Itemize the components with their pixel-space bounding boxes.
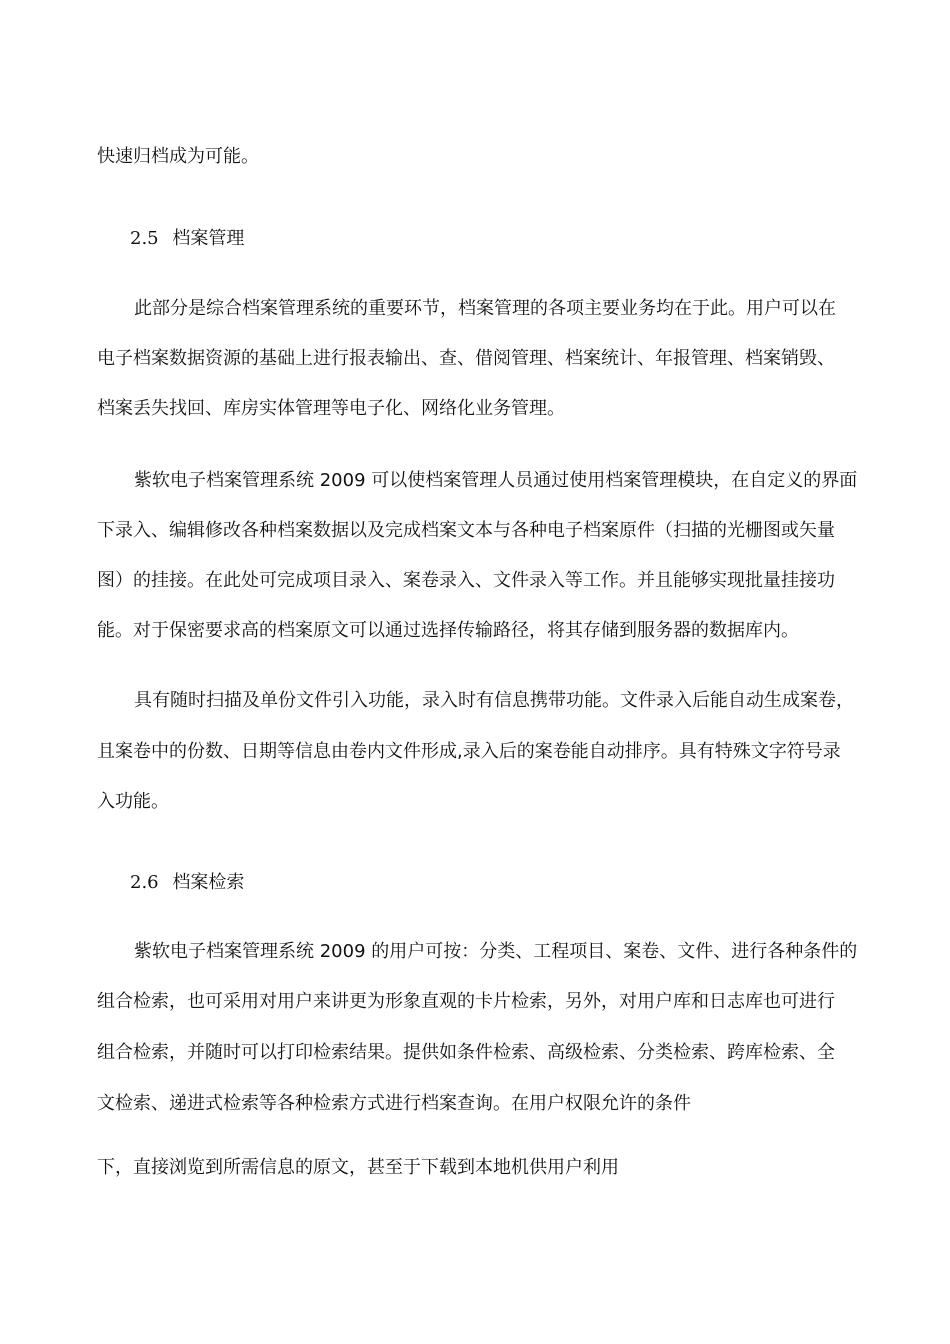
paragraph-line: 且案卷中的份数、日期等信息由卷内文件形成,录入后的案卷能自动排序。具有特殊文字符号录 (97, 741, 841, 762)
paragraph-line: 能。对于保密要求高的档案原文可以通过选择传输路径，将其存储到服务器的数据库内。 (97, 620, 799, 641)
paragraph-line: 下录入、编辑修改各种档案数据以及完成档案文本与各种电子档案原件（扫描的光栅图或矢量 (97, 520, 835, 541)
paragraph-line: 组合检索，并随时可以打印检索结果。提供如条件检索、高级检索、分类检索、跨库检索、全 (97, 1042, 835, 1063)
section-heading-2-6 (130, 871, 530, 895)
paragraph-line: 文检索、递进式检索等各种检索方式进行档案查询。在用户权限允许的条件 (97, 1093, 691, 1114)
paragraph-line: 紫软电子档案管理系统 2009 的用户可按：分类、工程项目、案卷、文件、进行各种条件的 (134, 941, 858, 962)
section-number: 2.5 (130, 228, 159, 249)
paragraph-line: 组合检索，也可采用对用户来讲更为形象直观的卡片检索，另外，对用户库和日志库也可进行 (97, 991, 835, 1012)
section-heading-2-5 (130, 227, 530, 251)
section-title: 档案管理 (172, 228, 245, 249)
paragraph-line: 紫软电子档案管理系统 2009 可以使档案管理人员通过使用档案管理模块，在自定义的界面 (134, 470, 858, 491)
paragraph-line: 图）的挂接。在此处可完成项目录入、案卷录入、文件录入等工作。并且能够实现批量挂接功 (97, 570, 835, 591)
paragraph-line: 入功能。 (97, 791, 169, 812)
paragraph-line: 快速归档成为可能。 (97, 146, 259, 167)
paragraph-line: 档案丢失找回、库房实体管理等电子化、网络化业务管理。 (97, 398, 565, 419)
paragraph-line: 具有随时扫描及单份文件引入功能，录入时有信息携带功能。文件录入后能自动生成案卷， (134, 690, 854, 711)
section-number: 2.6 (130, 872, 159, 893)
paragraph-line: 此部分是综合档案管理系统的重要环节，档案管理的各项主要业务均在于此。用户可以在 (134, 298, 836, 319)
paragraph-line: 电子档案数据资源的基础上进行报表输出、查、借阅管理、档案统计、年报管理、档案销毁、 (97, 348, 835, 369)
section-title: 档案检索 (172, 872, 245, 893)
paragraph-line: 下，直接浏览到所需信息的原文，甚至于下载到本地机供用户利用 (97, 1157, 619, 1178)
